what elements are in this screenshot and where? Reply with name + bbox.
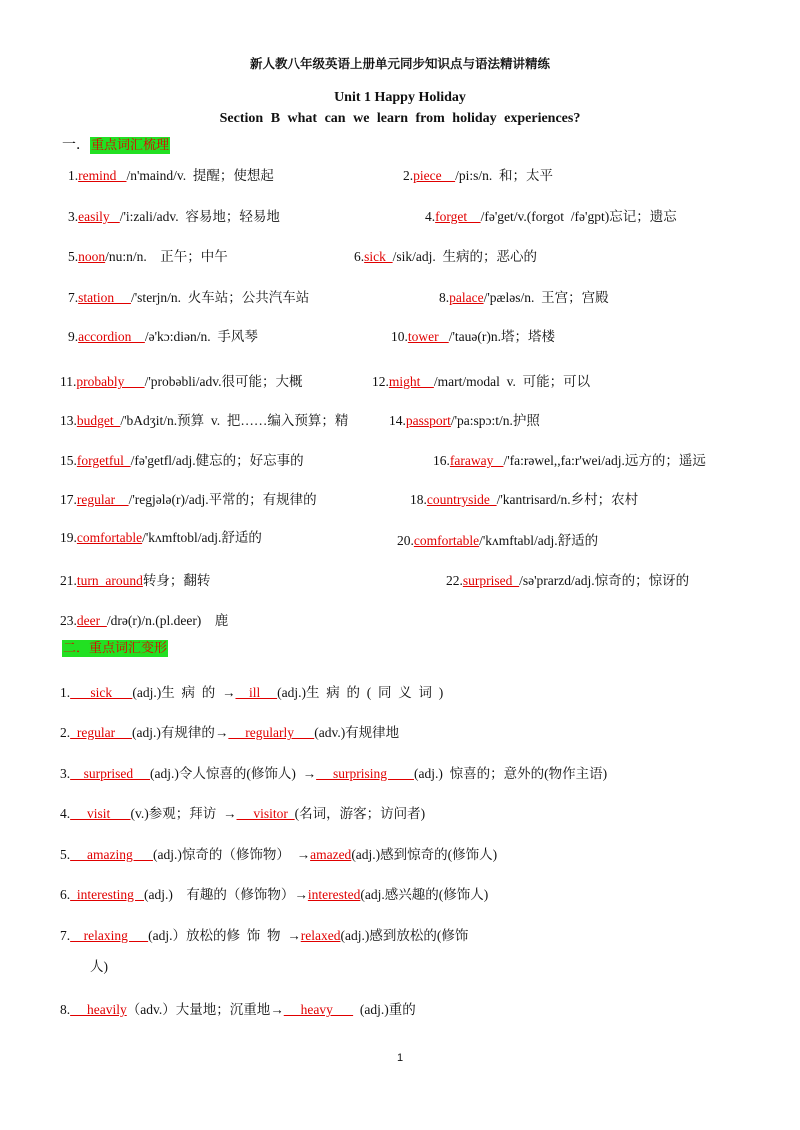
answer-word: probably <box>76 374 145 389</box>
entry-number: 11. <box>60 374 77 389</box>
answer-word: station <box>78 290 131 305</box>
form-description: （adv.）大量地；沉重地→ <box>126 1002 284 1017</box>
answer-word: visitor <box>236 806 295 821</box>
answer-word: countryside <box>426 492 497 507</box>
entry-number: 17. <box>60 492 77 507</box>
entry-number: 23. <box>60 613 77 628</box>
entry-definition: /n'maind/v. 提醒；使想起 <box>126 168 274 183</box>
form-description: (adj.)感到惊奇的(修饰人) <box>351 847 498 862</box>
answer-word: interesting <box>70 887 144 902</box>
entry-number: 4. <box>60 806 71 821</box>
vocab-entry <box>68 245 228 265</box>
entry-number: 22. <box>446 573 463 588</box>
form-description: (adj.) 惊喜的；意外的(物作主语) <box>413 766 608 781</box>
word-form-entry <box>60 883 488 903</box>
vocab-entry <box>403 164 553 184</box>
entry-number: 5. <box>60 847 71 862</box>
heading-prefix: 一． <box>62 138 90 153</box>
vocab-entry <box>446 569 689 589</box>
form-description: (adj.)生 病 的 ( 同 义 词 ) <box>277 685 444 700</box>
form-description: (adv.)有规律地 <box>314 725 400 740</box>
answer-word: regular <box>76 492 129 507</box>
word-form-entry <box>60 924 468 944</box>
entry-definition: /pi:s/n. 和；太平 <box>455 168 553 183</box>
answer-word: surprising <box>316 766 414 781</box>
vocab-entry <box>354 245 537 265</box>
answer-word: budget <box>76 413 121 428</box>
entry-number: 3. <box>68 209 79 224</box>
form-description: (adj.)令人惊喜的(修饰人) → <box>150 766 317 781</box>
answer-word: relaxing <box>70 928 149 943</box>
entry-definition: /sə'prarzd/adj.惊奇的；惊讶的 <box>519 573 690 588</box>
document-title: 新人教八年级英语上册单元同步知识点与语法精讲精练 <box>249 56 550 71</box>
answer-word: sick <box>364 249 393 264</box>
word-form-entry <box>60 843 497 863</box>
word-form-entry <box>60 998 416 1018</box>
answer-word: sick <box>70 685 133 700</box>
entry-number: 21. <box>60 573 77 588</box>
answer-word: amazing <box>70 847 153 862</box>
answer-word: regular <box>70 725 132 740</box>
entry-number: 9. <box>68 329 79 344</box>
answer-word: regularly <box>228 725 315 740</box>
answer-word: comfortable <box>76 530 143 545</box>
entry-number: 13. <box>60 413 77 428</box>
section-title: Section B what can we learn from holiday experiences? <box>219 111 581 126</box>
entry-number: 4. <box>425 209 436 224</box>
answer-word: forgetful <box>76 453 131 468</box>
form-description: (adj.）放松的修 饰 物 → <box>148 928 301 943</box>
entry-definition: /'probəbli/adv.很可能；大概 <box>144 374 303 389</box>
vocab-entry <box>60 449 304 469</box>
answer-word: heavily <box>70 1002 127 1017</box>
entry-number: 20. <box>397 533 414 548</box>
heading-label: 二．重点词汇变形 <box>63 641 168 656</box>
entry-definition: /'bAdʒit/n.预算 v. 把……编入预算；精 <box>120 413 349 428</box>
answer-word: interested <box>307 887 361 902</box>
answer-word: easily <box>78 209 120 224</box>
answer-word: might <box>388 374 434 389</box>
entry-number: 16. <box>433 453 450 468</box>
answer-word: surprised <box>462 573 520 588</box>
answer-word: palace <box>449 290 484 305</box>
form-description: (adj.感兴趣的(修饰人) <box>360 887 489 902</box>
entry-definition: /drə(r)/n.(pl.deer) 鹿 <box>106 613 229 628</box>
vocab-entry <box>410 488 638 508</box>
entry-definition: /'i:zali/adv. 容易地；轻易地 <box>119 209 280 224</box>
entry-number: 14. <box>389 413 406 428</box>
form-description: (名词，游客；访问者) <box>294 806 426 821</box>
answer-word: relaxed <box>300 928 341 943</box>
answer-word: remind <box>78 168 127 183</box>
form-description: (adj.)惊奇的（修饰物） → <box>152 847 311 862</box>
answer-word: surprised <box>70 766 150 781</box>
answer-word: turn around <box>76 573 143 588</box>
answer-word: faraway <box>449 453 504 468</box>
vocab-entry <box>425 205 677 225</box>
entry-number: 3. <box>60 766 71 781</box>
heading-key-vocabulary <box>62 134 170 154</box>
entry-definition: 转身；翻转 <box>142 573 211 588</box>
vocab-entry <box>60 526 262 546</box>
form-description: (adj.)重的 <box>353 1002 416 1017</box>
vocab-entry <box>439 286 609 306</box>
entry-number: 10. <box>391 329 408 344</box>
entry-number: 12. <box>372 374 389 389</box>
entry-number: 18. <box>410 492 427 507</box>
form-description: (adj.)有规律的→ <box>131 725 229 740</box>
unit-title: Unit 1 Happy Holiday <box>334 90 466 105</box>
heading-label: 重点词汇梳理 <box>91 138 170 153</box>
entry-definition: /'kʌmftabl/adj.舒适的 <box>479 533 599 548</box>
entry-number: 2. <box>60 725 71 740</box>
form-description: (adj.)生 病 的 → <box>132 685 236 700</box>
answer-word: passport <box>405 413 451 428</box>
vocab-entry <box>60 488 317 508</box>
answer-word: forget <box>435 209 481 224</box>
word-form-entry <box>60 802 425 822</box>
vocab-entry <box>433 449 706 469</box>
answer-word: comfortable <box>413 533 480 548</box>
entry-definition: /mart/modal v. 可能；可以 <box>433 374 591 389</box>
entry-definition: /'kantrisard/n.乡村；农村 <box>496 492 639 507</box>
entry-number: 8. <box>60 1002 71 1017</box>
entry-number: 19. <box>60 530 77 545</box>
entry-definition: /'regjələ(r)/adj.平常的；有规律的 <box>128 492 317 507</box>
entry-number: 2. <box>403 168 414 183</box>
entry-definition: /fə'get/v.(forgot /fə'gpt)忘记；遗忘 <box>480 209 677 224</box>
vocab-entry <box>397 529 598 549</box>
entry-number: 1. <box>60 685 71 700</box>
entry-number: 5. <box>68 249 79 264</box>
entry-definition: /sik/adj. 生病的；恶心的 <box>392 249 537 264</box>
answer-word: deer <box>76 613 107 628</box>
entry-number: 15. <box>60 453 77 468</box>
answer-word: tower <box>407 329 449 344</box>
word-form-entry <box>60 762 607 782</box>
vocab-entry <box>60 409 348 429</box>
entry-number: 7. <box>60 928 71 943</box>
entry-definition: /'fa:rəwel,,fa:r'wei/adj.远方的；遥远 <box>503 453 706 468</box>
entry-number: 8. <box>439 290 450 305</box>
vocab-entry <box>68 325 258 345</box>
entry-definition: /fə'getfl/adj.健忘的；好忘事的 <box>130 453 304 468</box>
answer-word: heavy <box>283 1002 354 1017</box>
entry-definition: /'sterjn/n. 火车站；公共汽车站 <box>131 290 310 305</box>
entry-number: 1. <box>68 168 79 183</box>
word-form-entry <box>60 681 443 701</box>
answer-word: ill <box>235 685 278 700</box>
form-description: (adj.)感到放松的(修饰 <box>340 928 469 943</box>
vocab-entry <box>60 370 303 390</box>
vocab-entry <box>60 569 210 589</box>
entry-definition: /ə'kɔ:diən/n. 手风琴 <box>144 329 258 344</box>
page-number: 1 <box>396 1052 404 1064</box>
word-form-entry <box>60 721 399 741</box>
vocab-entry <box>391 325 555 345</box>
entry-number: 7. <box>68 290 79 305</box>
form-description: (v.)参观；拜访 → <box>130 806 237 821</box>
entry-definition: /nu:n/n. 正午；中午 <box>105 249 228 264</box>
form-7-wrap-text: 人) <box>90 959 108 974</box>
answer-word: piece <box>413 168 456 183</box>
vocab-entry <box>68 286 309 306</box>
heading-word-forms <box>62 637 168 657</box>
entry-definition: /'kʌmftobl/adj.舒适的 <box>142 530 262 545</box>
entry-definition: /'pæləs/n. 王宫；宫殿 <box>483 290 609 305</box>
form-description: (adj.) 有趣的（修饰物）→ <box>144 887 308 902</box>
entry-definition: /'pa:spɔ:t/n.护照 <box>450 413 540 428</box>
answer-word: amazed <box>310 847 352 862</box>
entry-number: 6. <box>354 249 365 264</box>
entry-number: 6. <box>60 887 71 902</box>
vocab-entry <box>372 370 590 390</box>
vocab-entry <box>68 164 274 184</box>
vocab-entry <box>389 409 540 429</box>
vocab-entry <box>60 609 228 629</box>
answer-word: visit <box>70 806 131 821</box>
vocab-entry <box>68 205 280 225</box>
answer-word: accordion <box>78 329 145 344</box>
entry-definition: /'tauə(r)n.塔；塔楼 <box>448 329 556 344</box>
answer-word: noon <box>78 249 106 264</box>
